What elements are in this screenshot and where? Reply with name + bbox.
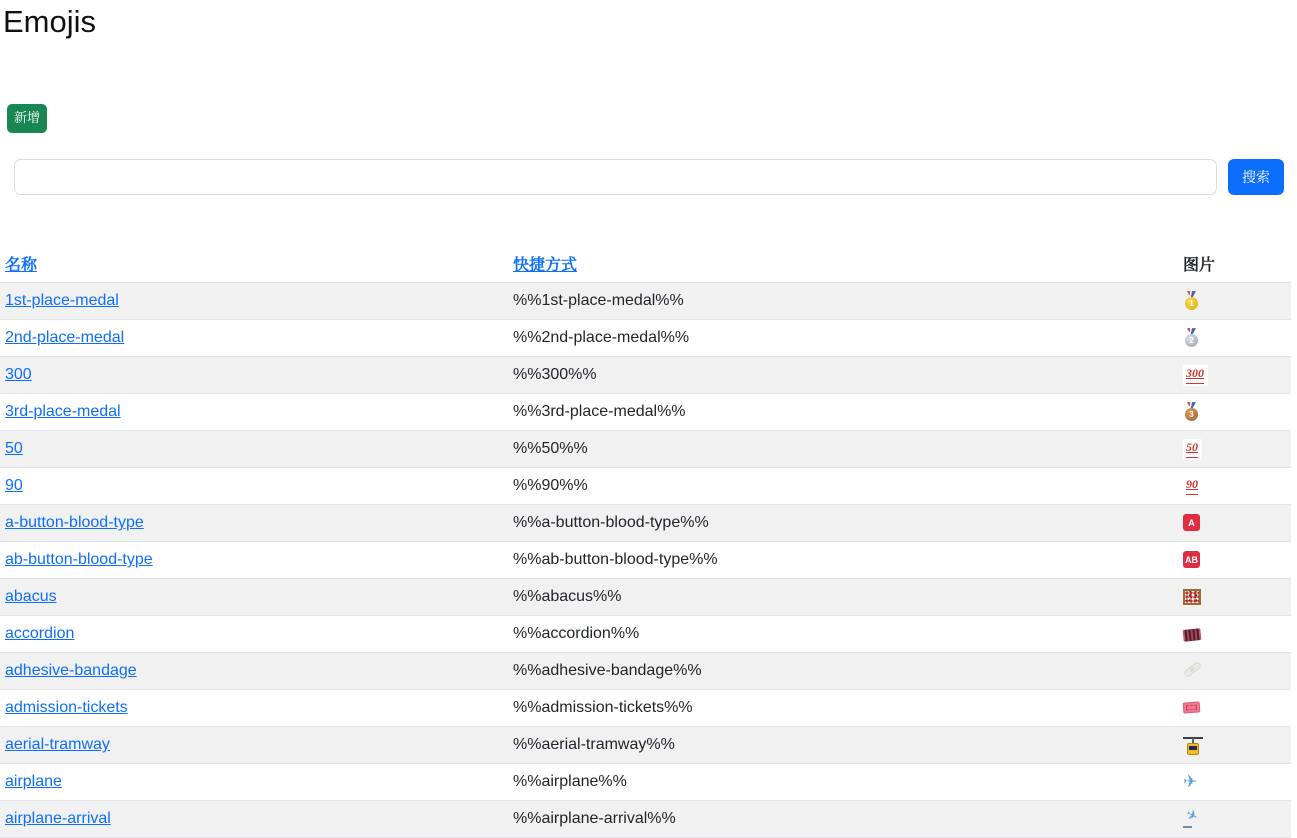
shortcut-cell: %%1st-place-medal%%	[508, 283, 1173, 320]
shortcut-cell: %%accordion%%	[508, 616, 1173, 653]
shortcut-cell: %%aerial-tramway%%	[508, 727, 1173, 764]
page-title: Emojis	[3, 4, 97, 39]
emoji-name-link[interactable]: 3rd-place-medal	[5, 403, 121, 421]
image-cell	[1173, 283, 1291, 320]
emoji-name-link[interactable]: 90	[5, 477, 23, 495]
table-row	[0, 801, 1291, 838]
emoji-name-link[interactable]: airplane-arrival	[5, 810, 111, 828]
table-row	[0, 505, 1291, 542]
table-row	[0, 394, 1291, 431]
emoji-90-icon: 90	[1183, 476, 1202, 497]
emoji-name-link[interactable]: 50	[5, 440, 23, 458]
emoji-table	[0, 245, 1291, 838]
shortcut-cell: %%abacus%%	[508, 579, 1173, 616]
emoji-name-link[interactable]: admission-tickets	[5, 699, 128, 717]
table-row	[0, 320, 1291, 357]
emoji-name-link[interactable]: a-button-blood-type	[5, 514, 144, 532]
emoji-name-link[interactable]: airplane	[5, 773, 62, 791]
image-cell	[1173, 505, 1291, 542]
search-bar	[14, 159, 1284, 195]
table-row	[0, 283, 1291, 320]
shortcut-cell: %%adhesive-bandage%%	[508, 653, 1173, 690]
image-header: 图片	[1173, 245, 1291, 283]
search-input[interactable]	[14, 159, 1217, 195]
shortcut-cell: %%ab-button-blood-type%%	[508, 542, 1173, 579]
image-cell	[1173, 468, 1291, 505]
emoji-300-icon: 300	[1183, 365, 1208, 386]
table-body	[0, 283, 1291, 838]
image-cell	[1173, 764, 1291, 801]
emoji-name-link[interactable]: accordion	[5, 625, 75, 643]
add-button[interactable]: 新增	[7, 104, 47, 133]
table-row	[0, 431, 1291, 468]
shortcut-cell: %%300%%	[508, 357, 1173, 394]
image-cell	[1173, 394, 1291, 431]
sort-name-header[interactable]: 名称	[5, 257, 38, 275]
toolbar	[0, 40, 1297, 133]
emoji-accordion-icon	[1182, 628, 1201, 642]
emoji-name-link[interactable]: abacus	[5, 588, 57, 606]
shortcut-cell: %%50%%	[508, 431, 1173, 468]
emoji-abacus-icon	[1183, 589, 1201, 605]
emoji-name-link[interactable]: adhesive-bandage	[5, 662, 137, 680]
emoji-ab-button-blood-type-icon: AB	[1183, 551, 1200, 568]
emoji-name-link[interactable]: 2nd-place-medal	[5, 329, 125, 347]
emoji-name-link[interactable]: 1st-place-medal	[5, 292, 119, 310]
image-cell	[1173, 727, 1291, 764]
table-row	[0, 616, 1291, 653]
emoji-aerial-tramway-icon	[1183, 735, 1203, 756]
emoji-name-link[interactable]: aerial-tramway	[5, 736, 110, 754]
table-row	[0, 764, 1291, 801]
shortcut-cell: %%airplane-arrival%%	[508, 801, 1173, 838]
table-row	[0, 653, 1291, 690]
image-cell	[1173, 320, 1291, 357]
table-row	[0, 579, 1291, 616]
search-button[interactable]: 搜索	[1228, 159, 1284, 195]
emoji-airplane-arrival-icon: ✈	[1183, 809, 1203, 829]
image-cell	[1173, 431, 1291, 468]
image-cell	[1173, 801, 1291, 838]
image-cell	[1173, 616, 1291, 653]
table-header-row	[0, 245, 1291, 283]
image-cell	[1173, 579, 1291, 616]
emoji-3rd-place-medal-icon: 3	[1183, 402, 1201, 422]
emoji-50-icon: 50	[1183, 439, 1202, 460]
image-cell	[1173, 357, 1291, 394]
table-row	[0, 357, 1291, 394]
table-row	[0, 727, 1291, 764]
image-cell	[1173, 690, 1291, 727]
image-cell	[1173, 653, 1291, 690]
shortcut-cell: %%a-button-blood-type%%	[508, 505, 1173, 542]
emoji-name-link[interactable]: ab-button-blood-type	[5, 551, 153, 569]
emoji-2nd-place-medal-icon: 2	[1183, 328, 1201, 348]
emoji-adhesive-bandage-icon	[1183, 661, 1202, 678]
table-row	[0, 542, 1291, 579]
sort-shortcut-header[interactable]: 快捷方式	[513, 257, 578, 275]
emoji-airplane-icon: ✈	[1183, 772, 1198, 792]
shortcut-cell: %%90%%	[508, 468, 1173, 505]
emoji-1st-place-medal-icon: 1	[1183, 291, 1201, 311]
emoji-name-link[interactable]: 300	[5, 366, 32, 384]
shortcut-cell: %%airplane%%	[508, 764, 1173, 801]
table-row	[0, 690, 1291, 727]
shortcut-cell: %%2nd-place-medal%%	[508, 320, 1173, 357]
shortcut-cell: %%3rd-place-medal%%	[508, 394, 1173, 431]
emoji-a-button-blood-type-icon: A	[1183, 514, 1200, 531]
emoji-admission-tickets-icon	[1183, 702, 1201, 714]
image-cell	[1173, 542, 1291, 579]
shortcut-cell: %%admission-tickets%%	[508, 690, 1173, 727]
table-row	[0, 468, 1291, 505]
